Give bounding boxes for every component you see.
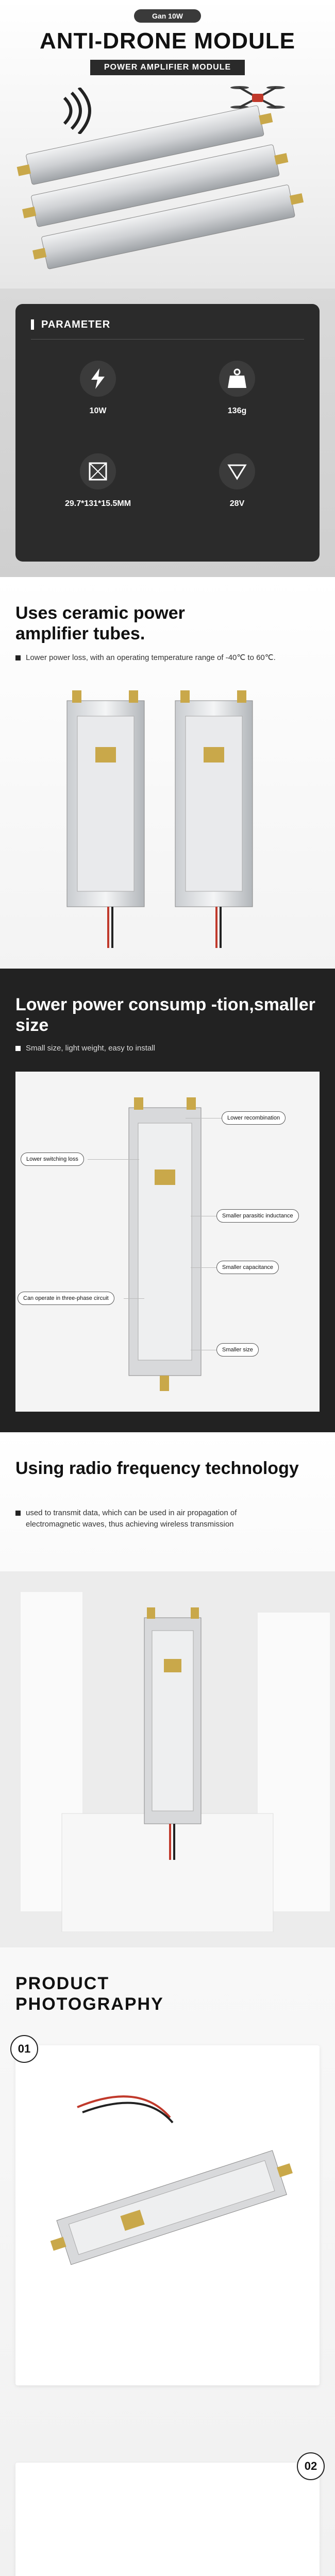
photo-1-image: [36, 2087, 299, 2344]
lightning-icon: [80, 361, 116, 397]
parameter-title: PARAMETER: [41, 319, 111, 330]
photo-number-1: 01: [10, 2035, 38, 2063]
param-voltage-value: 28V: [229, 499, 245, 508]
photo-card-2: [15, 2460, 320, 2576]
callout-three-phase: Can operate in three-phase circuit: [18, 1292, 114, 1305]
callout-line: [88, 1159, 139, 1160]
param-weight-value: 136g: [227, 406, 247, 415]
rf-text: used to transmit data, which can be used in air propagation of electromagnetic waves, thus achieving wireless transmission: [26, 1509, 237, 1529]
page-title: ANTI-DRONE MODULE: [39, 28, 296, 54]
callout-line: [191, 1267, 216, 1268]
parameter-section: [0, 289, 335, 577]
photography-section: [0, 1947, 335, 2576]
module-left: [67, 690, 144, 948]
rf-product-scene: [0, 1571, 335, 1932]
ceramic-modules-image: [31, 690, 304, 958]
param-power: [46, 361, 149, 416]
module-right: [175, 690, 253, 948]
ceramic-heading: Uses ceramic power amplifier tubes.: [15, 603, 185, 643]
bullet-icon: [15, 655, 21, 660]
divider: [31, 339, 304, 340]
parameter-card: [15, 304, 320, 562]
param-voltage: [186, 453, 289, 509]
callout-inductance: Smaller parasitic inductance: [216, 1209, 299, 1223]
photography-heading: PRODUCT PHOTOGRAPHY: [15, 1974, 164, 2014]
gan-tag: Gan 10W: [134, 9, 201, 23]
callout-line: [124, 1298, 144, 1299]
lower-text: Small size, light weight, easy to install: [26, 1044, 155, 1053]
rf-heading: Using radio frequency technology: [15, 1459, 299, 1478]
callout-size: Smaller size: [216, 1343, 259, 1357]
bullet-icon: [15, 1511, 21, 1516]
param-power-value: 10W: [89, 406, 107, 415]
diagram-panel: [15, 1072, 320, 1412]
param-size: [46, 453, 149, 509]
title-bar-decoration: [31, 319, 34, 330]
bullet-icon: [15, 1046, 21, 1051]
param-weight: [186, 361, 289, 416]
lower-power-section: [0, 969, 335, 1432]
callout-capacitance: Smaller capacitance: [216, 1261, 279, 1274]
photo-number-2: 02: [297, 2452, 325, 2480]
callout-switching: Lower switching loss: [21, 1153, 84, 1166]
hero-modules-image: [10, 98, 325, 283]
lower-heading: Lower power consump -tion,smaller size: [15, 995, 315, 1035]
page-subtitle: POWER AMPLIFIER MODULE: [90, 60, 245, 75]
photo-card-1: [15, 2042, 320, 2385]
size-icon: [80, 453, 116, 489]
module-vertical-image: [113, 1092, 216, 1401]
voltage-icon: [219, 453, 255, 489]
callout-recombination: Lower recombination: [222, 1111, 286, 1125]
ceramic-text: Lower power loss, with an operating temperature range of -40℃ to 60℃.: [26, 653, 276, 662]
ceramic-section: [0, 577, 335, 969]
photo-2-image: [36, 2504, 299, 2576]
hero-section: [0, 0, 335, 289]
rf-section: [0, 1432, 335, 1947]
weight-icon: [219, 361, 255, 397]
param-size-value: 29.7*131*15.5MM: [64, 499, 131, 508]
